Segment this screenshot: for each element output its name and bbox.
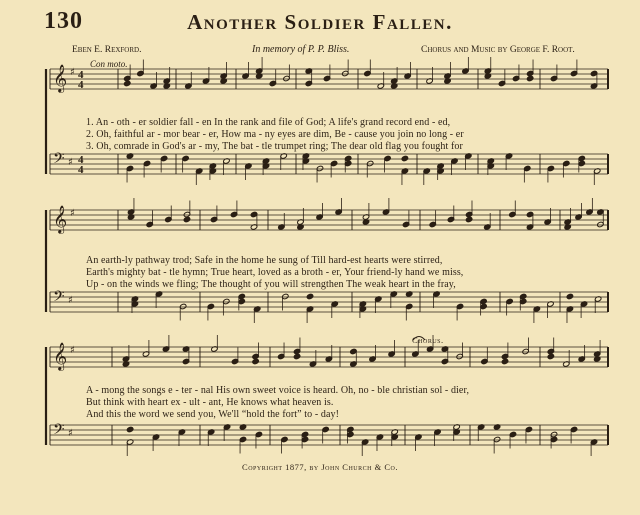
bass-clef-icon: 𝄢 [53,288,65,309]
key-signature-sharp-icon: ♯ [68,157,73,168]
lyric-line: An earth-ly pathway trod; Safe in the home he sung of Till hard-est hearts were stirred, [86,255,443,266]
time-signature-icon: 4 [78,69,84,81]
treble-clef-icon: 𝄞 [53,205,68,233]
bass-clef-icon: 𝄢 [53,150,65,171]
key-signature-sharp-icon: ♯ [70,67,75,78]
dedication: In memory of P. P. Bliss. [252,44,350,55]
lyric-line: Earth's mighty bat - tle hymn; True heart, loved as a broth - er, Your friend-ly hand we miss, [86,267,464,278]
key-signature-sharp-icon: ♯ [70,345,75,356]
time-signature-icon: 4 [78,164,84,176]
note-head [306,293,313,299]
key-signature-sharp-icon: ♯ [68,295,73,306]
lyric-line: Up - on the winds we fling; The thought of you will strengthen The weak heart in the fray, [86,279,456,290]
lyric-line: 2. Oh, faithful ar - mor bear - er, How ma - ny eyes are dim, Be - cause you join no long - er [86,129,464,140]
lyric-line: A - mong the songs e - ter - nal His own sweet voice is heard. Oh, no - ble christian sol - dier, [86,385,470,396]
note-head [252,358,259,364]
lyric-line: 3. Oh, comrade in God's ar - my, The bat - tle trumpet ring; The dear old flag you fought for [86,141,463,152]
lyric-line: And this the word we send you, We'll “hold the fort” to - day! [86,409,340,420]
lyric-line: But think with heart ex - ult - ant, He knows what heaven is. [86,397,334,408]
time-signature-icon: 4 [78,154,84,166]
bass-clef-icon: 𝄢 [53,421,65,442]
composer-credit: Chorus and Music by George F. Root. [421,45,575,55]
note-head [526,75,533,81]
note-head [401,155,408,161]
copyright-notice: Copyright 1877, by John Church & Co. [242,462,398,472]
note-head [501,358,508,364]
key-signature-sharp-icon: ♯ [68,428,73,439]
chorus-label: Chorus. [412,335,444,345]
author-credit: Eben E. Rexford. [72,45,142,55]
note-head [183,216,190,222]
treble-clef-icon: 𝄞 [53,64,68,92]
time-signature-icon: 4 [78,79,84,91]
note-head [547,353,554,359]
tempo-marking: Con moto. [90,59,128,69]
note-head [566,293,573,299]
hymn-title: Another Soldier Fallen. [187,10,453,34]
note-head [126,426,133,432]
page-number: 130 [44,8,83,34]
note-head [465,216,472,222]
treble-clef-icon: 𝄞 [53,342,68,370]
key-signature-sharp-icon: ♯ [70,208,75,219]
note-head [124,80,131,86]
note-head [293,353,300,359]
lyric-line: 1. An - oth - er soldier fall - en In the rank and file of God; A life's grand record end - ed, [86,117,451,128]
